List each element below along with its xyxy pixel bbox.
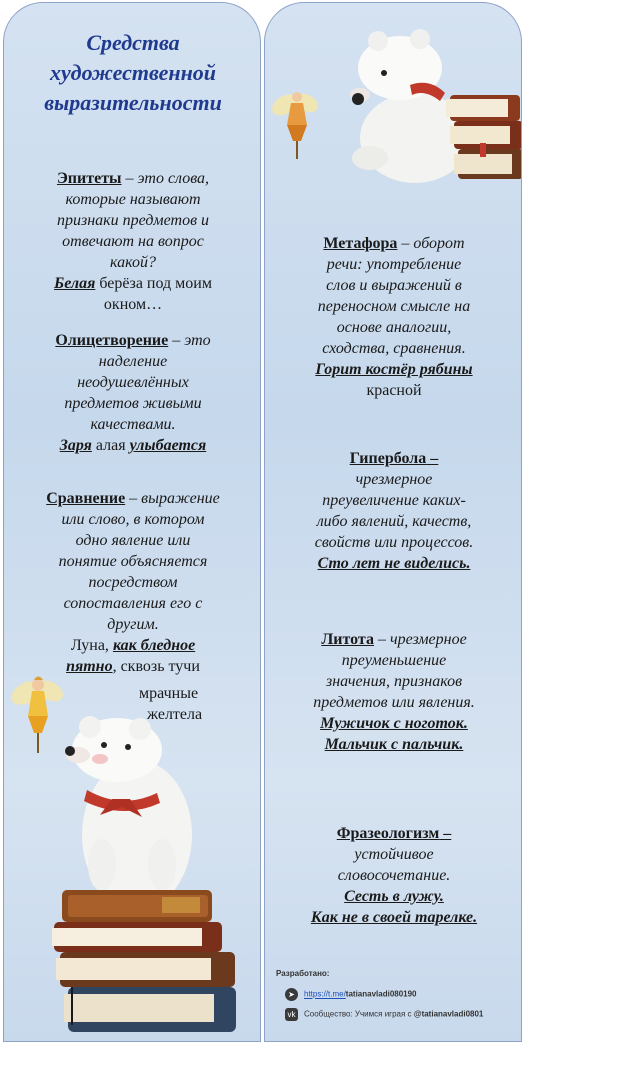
title-line: Средства xyxy=(86,30,180,55)
definition-line: сходства, сравнения. xyxy=(322,340,466,357)
definition-line: чрезмерное xyxy=(389,631,467,648)
term-phraseologism: Фразеологизм xyxy=(336,825,440,842)
example-text: красной xyxy=(366,382,422,399)
definition-line: свойств или процессов. xyxy=(314,534,474,551)
definition-line: устойчивое xyxy=(354,846,434,863)
definition-line: словосочетание. xyxy=(337,867,451,884)
dash: – xyxy=(125,490,142,507)
term-personification: Олицетворение xyxy=(55,332,169,349)
example-text: окном… xyxy=(103,296,163,313)
section-personification xyxy=(14,330,252,456)
example-word: Белая xyxy=(54,275,96,292)
definition-line: переносном смысле на xyxy=(317,298,471,315)
definition-line: это слова, xyxy=(137,170,210,187)
example-text: Сто лет не виделись. xyxy=(317,555,471,572)
definition-line: понятие объясняется xyxy=(58,553,208,570)
bookmark-left xyxy=(3,2,261,1042)
definition-line: слов и выражений в xyxy=(326,277,462,294)
term-metaphor: Метафора xyxy=(323,235,398,252)
dash: – xyxy=(373,631,390,648)
definition-line: это xyxy=(184,332,211,349)
definition-line: признаки предметов и xyxy=(56,212,210,229)
dash: – xyxy=(168,332,185,349)
vk-text: Сообщество: Учимся играя с xyxy=(304,1009,414,1019)
definition-line: одно явление или xyxy=(75,532,191,549)
example-text: мрачные xyxy=(139,685,199,702)
definition-line: основе аналогии, xyxy=(336,319,452,336)
section-hyperbole xyxy=(275,448,513,574)
example-text: , сквозь тучи xyxy=(112,658,200,675)
definition-line: неодушевлённых xyxy=(77,374,189,391)
fairy-icon xyxy=(271,83,321,161)
telegram-row xyxy=(285,988,417,1001)
term-litotes: Литота xyxy=(321,631,374,648)
definition-line: сопоставления его с xyxy=(63,595,203,612)
title-line: художественной xyxy=(49,60,217,85)
vk-row xyxy=(285,1008,483,1021)
definition-line: посредством xyxy=(88,574,178,591)
term-comparison: Сравнение xyxy=(46,490,126,507)
telegram-handle: tatianavladi080190 xyxy=(345,989,417,999)
term-epithet: Эпитеты xyxy=(56,170,122,187)
term-hyperbole: Гипербола xyxy=(349,450,427,467)
example-text: Мужичок с ноготок. xyxy=(320,715,468,732)
definition-line: или слово, в котором xyxy=(61,511,205,528)
definition-line: речи: употребление xyxy=(326,256,462,273)
definition-line: предметов или явления. xyxy=(313,694,475,711)
definition-line: какой? xyxy=(110,254,156,271)
section-phraseologism xyxy=(275,823,513,928)
bookmark-right xyxy=(264,2,522,1042)
example-text: Горит костёр рябины xyxy=(315,361,473,378)
definition-line: отвечают на вопрос xyxy=(62,233,204,250)
dash: – xyxy=(397,235,414,252)
example-text: алая xyxy=(91,437,130,454)
section-comparison xyxy=(14,488,252,677)
section-litotes xyxy=(275,629,513,755)
example-word: как бледное xyxy=(112,637,196,654)
definition-line: чрезмерное xyxy=(355,471,433,488)
definition-line: предметов живыми xyxy=(64,395,202,412)
example-text: желтела xyxy=(147,706,203,723)
vk-icon: vk xyxy=(285,1008,298,1021)
dash: – xyxy=(121,170,138,187)
title-line: выразительности xyxy=(44,90,222,115)
polar-bear-icon xyxy=(42,715,242,1040)
example-text: Сесть в лужу. xyxy=(344,888,444,905)
definition-line: либо явлений, качеств, xyxy=(316,513,472,530)
definition-line: которые называют xyxy=(65,191,201,208)
definition-line: наделение xyxy=(98,353,168,370)
section-metaphor xyxy=(275,233,513,401)
example-text: Как не в своей тарелке. xyxy=(310,909,478,926)
definition-line: другим. xyxy=(107,616,159,633)
definition-line: преувеличение каких- xyxy=(322,492,466,509)
example-word: пятно xyxy=(66,658,113,675)
example-word: улыбается xyxy=(129,437,207,454)
telegram-link[interactable]: https://t.me/ xyxy=(304,989,346,999)
dash: – xyxy=(439,825,452,842)
example-text: Луна, xyxy=(70,637,113,654)
definition-line: качествами. xyxy=(90,416,176,433)
example-text: берёза под моим xyxy=(95,275,212,292)
section-epithet xyxy=(14,168,252,315)
definition-line: значения, признаков xyxy=(325,673,463,690)
example-text: Мальчик с пальчик. xyxy=(324,736,464,753)
definition-line: преуменьшение xyxy=(341,652,447,669)
telegram-icon: ➤ xyxy=(285,988,298,1001)
credits-label: Разработано: xyxy=(276,969,330,978)
example-word: Заря xyxy=(59,437,92,454)
vk-handle: @tatianavladi0801 xyxy=(413,1009,484,1019)
definition-line: оборот xyxy=(413,235,465,252)
dash: – xyxy=(426,450,439,467)
polar-bear-icon xyxy=(340,23,522,183)
definition-line: выражение xyxy=(141,490,220,507)
page-title xyxy=(4,28,261,118)
